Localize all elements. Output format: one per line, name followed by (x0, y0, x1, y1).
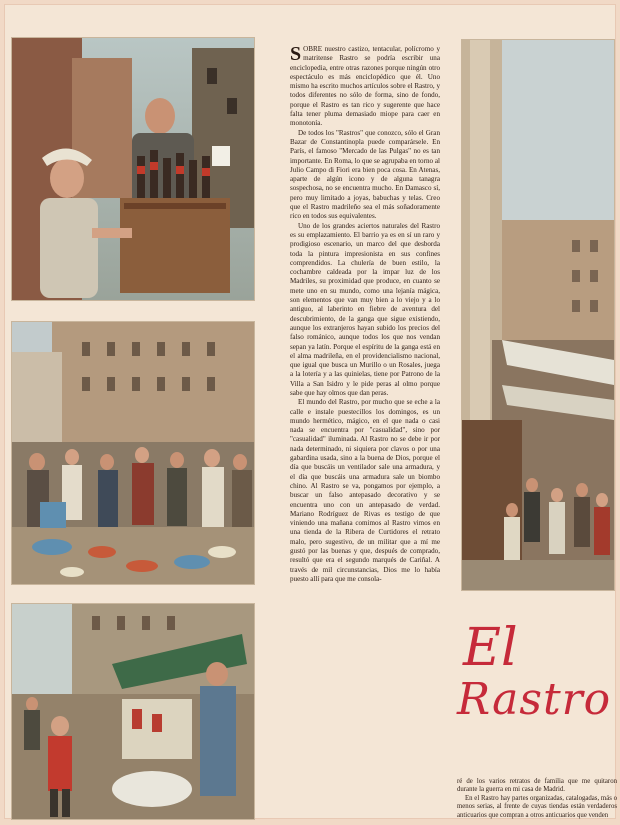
article-paragraph: De todos los "Rastros" que conozco, sólo el Gran Bazar de Constantinopla puede comparársele. En París, el famoso "Mercado de las Pulgas" no es tan importante. En Roma, lo que se agrupaba en torno al Julio Campo di Fiori era bien poca cosa. En Atenas, aparte de algún icono y de alguna tanagra sospechosa, no se encuentra mucho. En Damasco sí, pero muy limitado a joyas, babuchas y telas. Creo que el Rastro madrileño sea el más soñadoramente rico en todos sus equivalentes. (290, 128, 440, 221)
article-title (453, 620, 613, 724)
continuation-paragraph: En el Rastro hay partes organizadas, catalogadas, más o menos serias, al frente de cuyas tiendas están verdaderos anticuarios que compran a otros anticuarios que venden (457, 794, 617, 819)
article-paragraph: El mundo del Rastro, por mucho que se eche a la calle e instale puestecillos los domingos, es un mundo hermético, mágico, en el que nada o casi nada se encuentra por "casualidad", sino por "casualidad" iluminada. Al Rastro no se debe ir por nada determinado, ni siquiera por clavos o por una gabardina usada, sino a la buena de Dios, porque el día que buscáis un ventilador sale una armadura, y el día que buscáis una armadura sale un biombo chino. Al Rastro se va, pongamos por ejemplo, a buscar un falso antepasado decorativo y se encuentra uno con un antepasado de verdad. Mariano Rodríguez de Rivas es testigo de que viniendo una mañana comimos al Rastro vimos en una tienda de la Ribera de Curtidores el retrato malo, pero sugestivo, de un militar que a mí me gustó por las buenas y que, después de comprado, resultó que era el segundo marqués de Cariñal. A través de mil circunstancias, Dios me lo había puesto allí para que me consola- (290, 398, 440, 583)
article-body (290, 45, 440, 815)
article-continuation (457, 778, 617, 820)
title-line-rastro: Rastro (457, 674, 612, 725)
drop-cap: S (290, 45, 302, 65)
article-paragraph: SOBRE nuestro castizo, tentacular, polícromo y matritense Rastro se podría escribir una enciclopedia, entre otras razones porque ningún otro espectáculo es más enciclopédico que él. Uno mismo ha escrito muchos artículos sobre el Rastro, y todos diferentes no sólo de forma, sino de fondo, porque el Rastro es tan rico y sugerente que hace falta tener pluma demasiado miope para caer en monotonía. (290, 45, 440, 128)
magazine-page (4, 4, 616, 819)
article-paragraph: Uno de los grandes aciertos naturales del Rastro es su emplazamiento. El barrio ya es en sí un raro y prodigioso escenario, un marco del que desborda toda la pintura impresionista en sus confines comprendidos. La chulería de buen estilo, la cochambre caldeada por la impar luz de los Madriles, su proximidad que produce, en cuanto se mete uno en su mundo, como una lejanía mágica, son elementos que van muy bien a lo viejo y a lo antiguo, al laberinto en fiebre de aventura del descubrimiento, de la ganga que sigue existiendo, aunque los extranjeros hayan subido los precios del falso románico, aunque todos los que nos vendan sepan ya latín. Porque el espíritu de la ganga está en el alma madrileña, en el providencialismo nacional, que igual que busca un Murillo o un Rosales, juega a la lotería y a las quinielas, tiene por Patrono de la Villa a San Isidro y le pide peras al olmo porque sabe que hay olmos que dan peras. (290, 221, 440, 397)
photo-market-crowd (11, 321, 255, 585)
continuation-paragraph: ré de los varios retratos de familia que me quitaron durante la guerra en mi casa de Madrid. (457, 778, 617, 794)
title-line-el: El (463, 618, 518, 678)
photo-stalls-street (11, 603, 255, 820)
photo-tall-street (461, 39, 615, 591)
photo-bottle-vendor (11, 37, 255, 301)
